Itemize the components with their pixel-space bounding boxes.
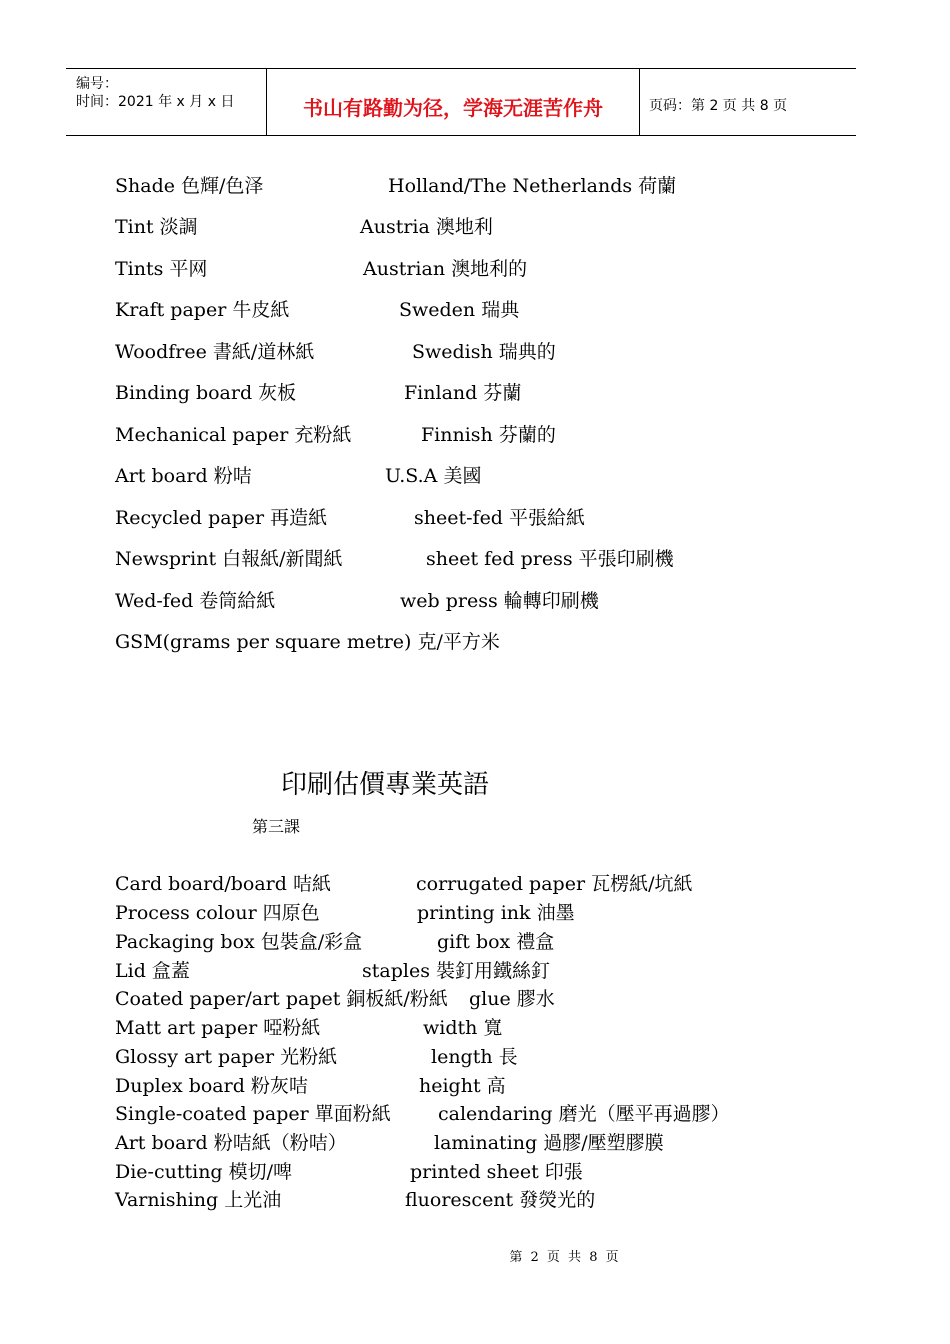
vocab-row [0, 1013, 950, 1043]
vocab-term-left: Coated paper/art papet 銅板紙/粉紙 [115, 988, 448, 1010]
vocab-row [0, 1042, 950, 1072]
time-label: 时间：2021 年 x 月 x 日 [76, 94, 235, 110]
vocab-term-left: Wed-fed 卷筒給紙 [115, 590, 276, 612]
vocab-row [0, 1185, 950, 1215]
header-page-cell [640, 69, 856, 135]
vocab-term-left: Binding board 灰板 [115, 382, 297, 404]
vocab-row [0, 503, 950, 533]
vocab-term-right: Holland/The Netherlands 荷蘭 [388, 175, 677, 197]
vocab-row [0, 1099, 950, 1129]
vocab-term-right: staples 裝釘用鐵絲釘 [362, 960, 550, 982]
vocab-term-right: gift box 禮盒 [437, 931, 555, 953]
vocab-term-left: Tints 平网 [115, 258, 208, 280]
vocab-term-right: fluorescent 發熒光的 [405, 1189, 596, 1211]
vocab-term-right: Sweden 瑞典 [399, 299, 520, 321]
vocab-term-left: Card board/board 咭紙 [115, 873, 331, 895]
vocab-term-right: U.S.A 美國 [385, 465, 482, 487]
vocab-row [0, 254, 950, 284]
vocab-term-left: GSM(grams per square metre) 克/平方米 [115, 631, 500, 653]
vocab-row [0, 1071, 950, 1101]
vocab-row [0, 295, 950, 325]
vocab-term-left: Die-cutting 模切/啤 [115, 1161, 293, 1183]
vocab-row [0, 984, 950, 1014]
vocab-term-left: Single-coated paper 單面粉紙 [115, 1103, 391, 1125]
vocab-term-right: calendaring 磨光（壓平再過膠） [438, 1103, 730, 1125]
section-title: 印刷估價專業英語 [281, 770, 490, 800]
vocab-term-left: Art board 粉咭紙（粉咭） [115, 1132, 347, 1154]
vocab-term-right: Austrian 澳地利的 [363, 258, 528, 280]
vocab-row [0, 544, 950, 574]
vocab-term-right: Swedish 瑞典的 [412, 341, 556, 363]
vocab-term-right: sheet-fed 平張給紙 [414, 507, 586, 529]
vocab-row [0, 337, 950, 367]
page-footer: 第 2 页 共 8 页 [509, 1250, 621, 1265]
motto-text: 书山有路勤为径，学海无涯苦作舟 [303, 96, 603, 120]
header-page-info: 页码：第 2 页 共 8 页 [649, 98, 788, 114]
vocab-row [0, 627, 950, 657]
document-header [66, 68, 856, 136]
vocab-term-left: Lid 盒蓋 [115, 960, 190, 982]
vocab-term-left: Recycled paper 再造紙 [115, 507, 328, 529]
vocab-row [0, 956, 950, 986]
vocab-term-right: width 寬 [423, 1017, 503, 1039]
lesson-label: 第三課 [252, 817, 301, 836]
vocab-term-right: glue 膠水 [469, 988, 555, 1010]
vocab-term-left: Duplex board 粉灰咭 [115, 1075, 308, 1097]
vocab-row [0, 212, 950, 242]
serial-label: 编号： [76, 76, 118, 92]
header-motto-cell [266, 69, 640, 135]
vocab-term-left: Art board 粉咭 [115, 465, 252, 487]
vocab-row [0, 1157, 950, 1187]
vocab-term-right: corrugated paper 瓦楞紙/坑紙 [416, 873, 693, 895]
vocab-term-left: Matt art paper 啞粉紙 [115, 1017, 321, 1039]
vocab-term-right: height 高 [419, 1075, 506, 1097]
vocab-row [0, 586, 950, 616]
vocab-row [0, 420, 950, 450]
vocab-term-right: Finnish 芬蘭的 [421, 424, 556, 446]
vocab-term-left: Process colour 四原色 [115, 902, 320, 924]
vocab-term-right: printed sheet 印張 [410, 1161, 583, 1183]
vocab-term-right: Finland 芬蘭 [404, 382, 522, 404]
vocab-row [0, 171, 950, 201]
vocab-row [0, 927, 950, 957]
vocab-row [0, 461, 950, 491]
vocab-term-left: Varnishing 上光油 [115, 1189, 282, 1211]
vocab-row [0, 1128, 950, 1158]
header-meta-cell [66, 69, 266, 135]
vocab-term-left: Glossy art paper 光粉紙 [115, 1046, 338, 1068]
vocab-term-left: Newsprint 白報紙/新聞紙 [115, 548, 343, 570]
vocab-term-right: printing ink 油墨 [417, 902, 575, 924]
vocab-term-right: sheet fed press 平張印刷機 [426, 548, 674, 570]
vocab-term-left: Tint 淡調 [115, 216, 198, 238]
vocab-row [0, 869, 950, 899]
vocab-term-right: length 長 [431, 1046, 518, 1068]
vocab-term-left: Woodfree 書紙/道林紙 [115, 341, 315, 363]
vocab-term-right: web press 輪轉印刷機 [400, 590, 599, 612]
vocab-term-left: Kraft paper 牛皮紙 [115, 299, 290, 321]
vocab-term-left: Packaging box 包裝盒/彩盒 [115, 931, 363, 953]
vocab-term-left: Shade 色輝/色泽 [115, 175, 264, 197]
vocab-row [0, 898, 950, 928]
vocab-term-right: laminating 過膠/壓塑膠膜 [434, 1132, 664, 1154]
vocab-row [0, 378, 950, 408]
vocab-term-right: Austria 澳地利 [360, 216, 493, 238]
vocab-term-left: Mechanical paper 充粉紙 [115, 424, 352, 446]
